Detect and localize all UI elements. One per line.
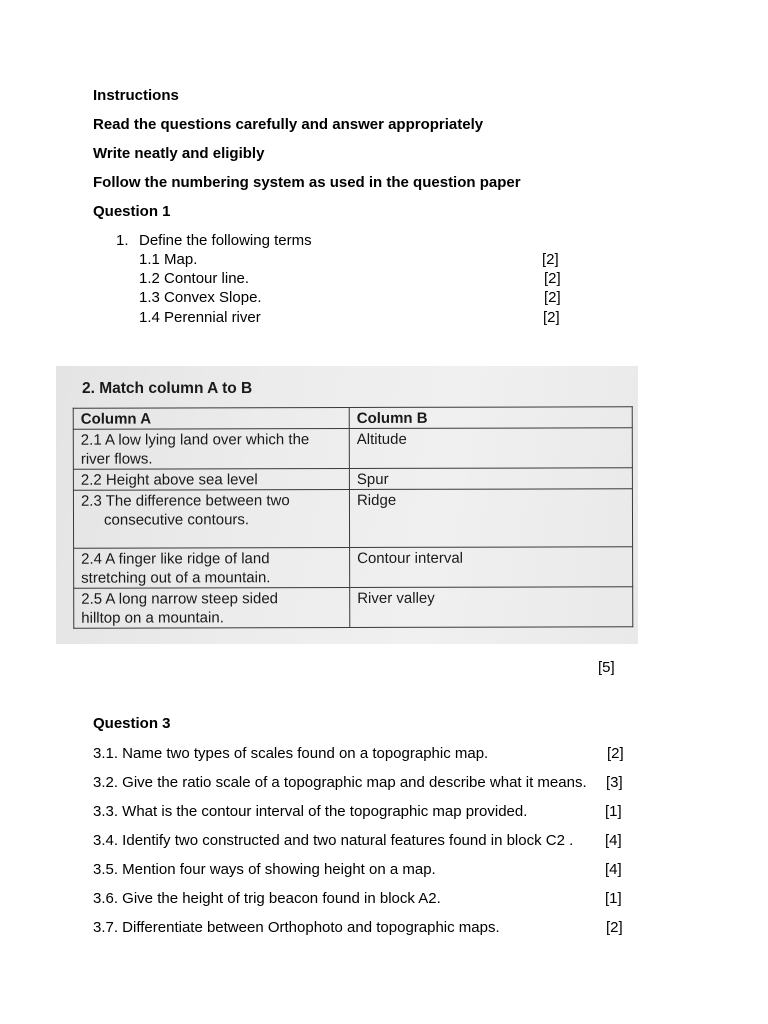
- cell-line: river flows.: [80, 450, 153, 468]
- table-row: [74, 547, 633, 588]
- column-a-header: Column A: [73, 408, 349, 430]
- cell-line: stretching out of a mountain.: [81, 569, 271, 587]
- table-header-row: [73, 407, 632, 429]
- instructions-heading: Instructions: [93, 87, 179, 104]
- q3-item-text: 3.6. Give the height of trig beacon found in block A2.: [93, 890, 441, 907]
- q1-item-text: 1.2 Contour line.: [139, 270, 250, 287]
- column-b-header: Column B: [349, 407, 632, 429]
- question2-title: 2. Match column A to B: [82, 380, 253, 397]
- question1-number: 1.: [116, 232, 129, 249]
- q3-item-text: 3.2. Give the ratio scale of a topographic map and describe what it means.: [93, 774, 587, 791]
- cell-line: 2.5 A long narrow steep sided: [81, 590, 279, 608]
- question3-heading: Question 3: [93, 715, 171, 732]
- column-b-cell: Altitude: [349, 428, 632, 469]
- q1-item-text: 1.1 Map.: [139, 251, 198, 268]
- table-row: [73, 468, 632, 490]
- column-b-cell: Ridge: [349, 489, 632, 548]
- table-row: [74, 587, 633, 628]
- q3-item-text: 3.1. Name two types of scales found on a topographic map.: [93, 745, 489, 762]
- q3-item-marks: [2]: [607, 745, 624, 762]
- instruction-item: Follow the numbering system as used in the question paper: [93, 174, 521, 191]
- cell-line: 2.4 A finger like ridge of land: [81, 550, 270, 568]
- column-b-cell: Contour interval: [350, 547, 633, 588]
- column-a-cell: [74, 588, 350, 629]
- q3-item-text: 3.4. Identify two constructed and two natural features found in block C2 .: [93, 832, 574, 849]
- q1-item-marks: [2]: [543, 309, 560, 326]
- q3-item-marks: [3]: [606, 774, 623, 791]
- question2-marks: [5]: [598, 659, 615, 676]
- q3-item-text: 3.5. Mention four ways of showing height on a map.: [93, 861, 436, 878]
- cell-line: 2.1 A low lying land over which the: [80, 431, 310, 449]
- q3-item-marks: [1]: [605, 890, 622, 907]
- table-row: [73, 489, 632, 548]
- column-b-cell: Spur: [349, 468, 632, 490]
- cell-line: 2.3 The difference between two: [80, 492, 290, 510]
- match-table-photo: [56, 366, 638, 644]
- q3-item-marks: [1]: [605, 803, 622, 820]
- q1-item-text: 1.3 Convex Slope.: [139, 289, 262, 306]
- column-a-cell: 2.2 Height above sea level: [73, 469, 349, 491]
- q3-item-marks: [2]: [606, 919, 623, 936]
- q3-item-marks: [4]: [605, 832, 622, 849]
- cell-line: hilltop on a mountain.: [81, 609, 224, 627]
- q3-item-text: 3.3. What is the contour interval of the topographic map provided.: [93, 803, 528, 820]
- q3-item-text: 3.7. Differentiate between Orthophoto and topographic maps.: [93, 919, 500, 936]
- column-b-cell: River valley: [350, 587, 633, 628]
- q1-item-marks: [2]: [544, 289, 561, 306]
- q3-item-marks: [4]: [605, 861, 622, 878]
- instruction-item: Write neatly and eligibly: [93, 145, 265, 162]
- q1-item-text: 1.4 Perennial river: [139, 309, 261, 326]
- cell-line: consecutive contours.: [103, 511, 250, 529]
- q1-item-marks: [2]: [544, 270, 561, 287]
- column-a-cell: [74, 548, 350, 589]
- table-row: [73, 428, 632, 469]
- match-table: [73, 406, 634, 628]
- column-a-cell: [73, 490, 349, 549]
- q1-item-marks: [2]: [542, 251, 559, 268]
- question1-prompt: Define the following terms: [139, 232, 312, 249]
- column-a-cell: [73, 429, 349, 470]
- instruction-item: Read the questions carefully and answer appropriately: [93, 116, 484, 133]
- question1-heading: Question 1: [93, 203, 171, 220]
